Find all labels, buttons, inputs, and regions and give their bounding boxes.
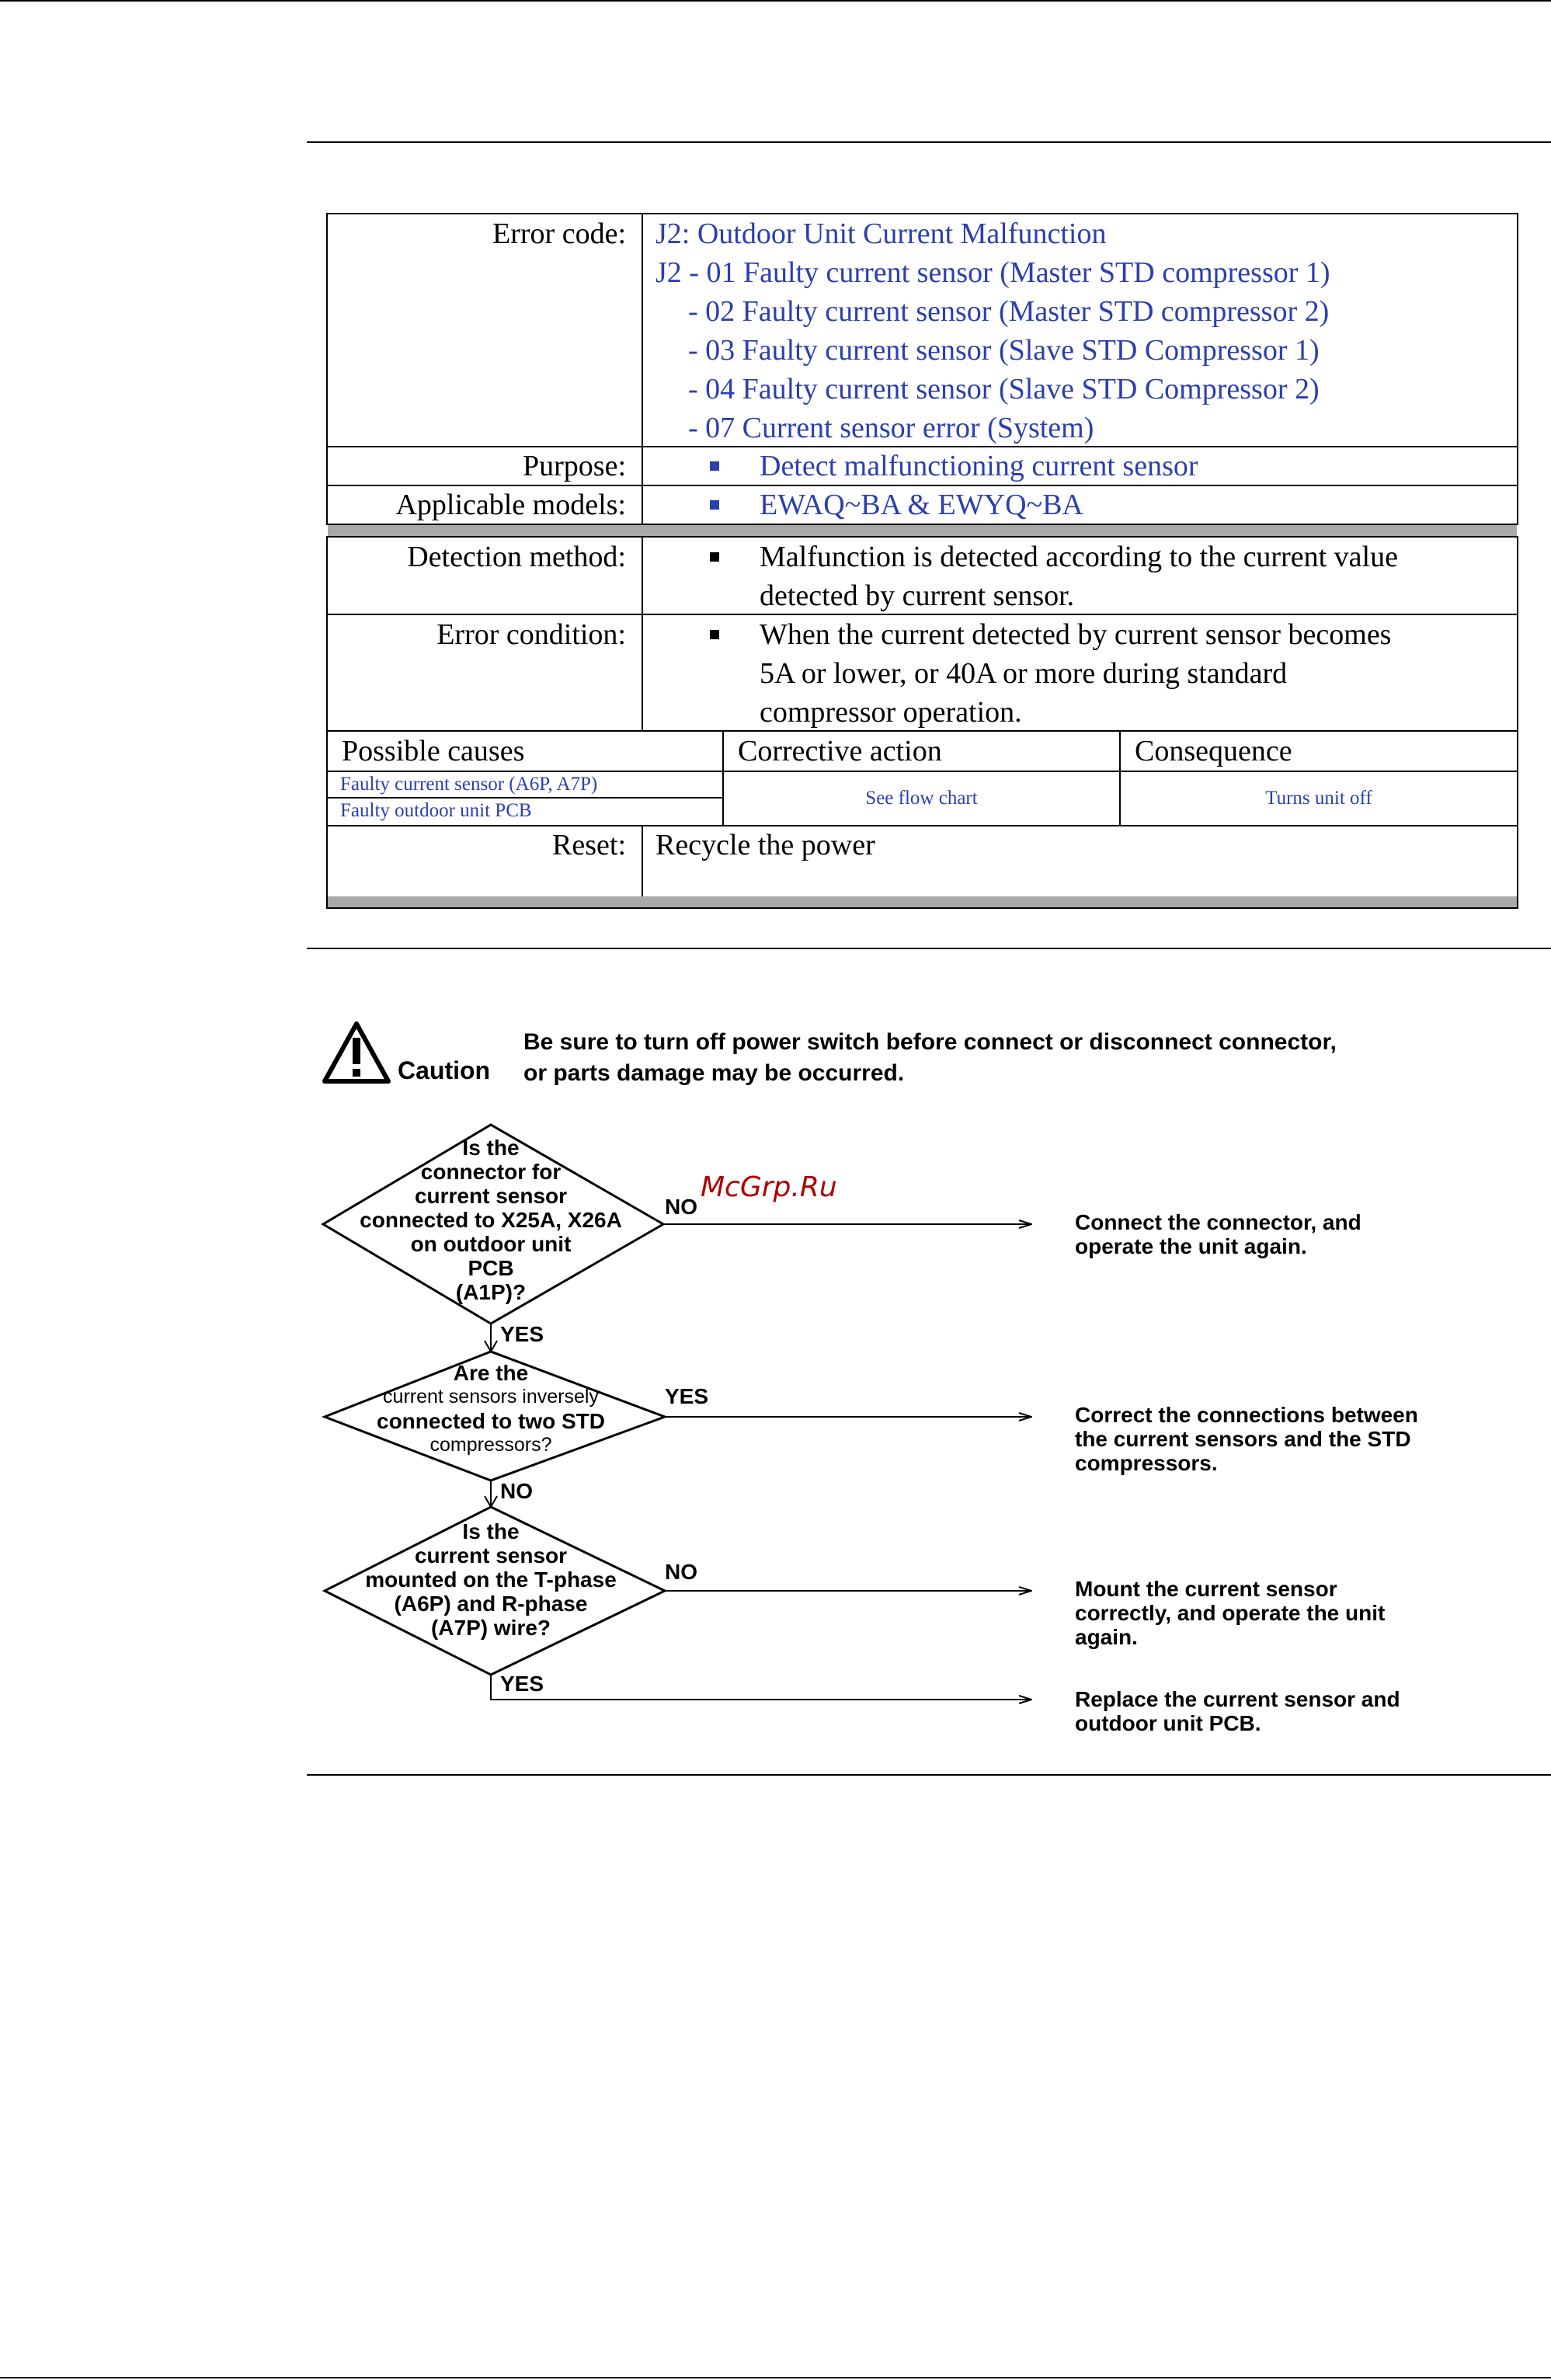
detection-divider — [642, 536, 643, 615]
condition-line: compressor operation. — [760, 696, 1022, 729]
error-code-line: - 03 Faulty current sensor (Slave STD Compressor 1) — [688, 334, 1320, 367]
question-3-line: current sensor — [414, 1543, 568, 1568]
question-3-line: mounted on the T-phase — [365, 1568, 617, 1592]
header-corrective-action: Corrective action — [738, 735, 942, 767]
models-divider — [642, 485, 643, 525]
action-2-line: Correct the connections between — [1075, 1403, 1418, 1427]
question-3-line: Is the — [462, 1519, 520, 1543]
condition-line: 5A or lower, or 40A or more during standard — [760, 657, 1288, 690]
grey-separator — [328, 525, 1517, 536]
action-2 — [1075, 1403, 1418, 1475]
question-3 — [336, 1519, 646, 1640]
action-3-line: Mount the current sensor — [1075, 1577, 1337, 1601]
cause-item: Faulty outdoor unit PCB — [340, 800, 532, 821]
error-code-line: - 07 Current sensor error (System) — [688, 412, 1094, 444]
purpose-value: Detect malfunctioning current sensor — [760, 450, 1198, 482]
troubleshooting-flowchart — [311, 1010, 1522, 1755]
detection-line: detected by current sensor. — [760, 579, 1075, 612]
q3-yes-label: YES — [500, 1672, 544, 1696]
question-1-line: on outdoor unit — [410, 1232, 572, 1256]
question-1-line: (A1P)? — [455, 1280, 527, 1304]
action-2-line: the current sensors and the STD — [1075, 1427, 1411, 1451]
reset-divider — [642, 825, 643, 898]
header-consequence: Consequence — [1135, 735, 1292, 767]
question-2-line: Are the — [453, 1361, 529, 1385]
action-1-line: Connect the connector, and — [1075, 1210, 1361, 1234]
purpose-label: Purpose: — [523, 450, 626, 482]
error-code-label: Error code: — [492, 217, 626, 250]
q3-no-label: NO — [665, 1560, 697, 1584]
action-3-line: again. — [1075, 1625, 1138, 1649]
detection-value-cell — [710, 538, 1398, 615]
q1-yes-label: YES — [500, 1322, 544, 1346]
error-code-line: - 02 Faulty current sensor (Master STD compressor 2) — [688, 295, 1330, 328]
action-4-line: Replace the current sensor and — [1075, 1687, 1400, 1711]
section-bottom-rule — [307, 1774, 1551, 1776]
question-1-line: Is the — [462, 1136, 520, 1160]
models-value: EWAQ~BA & EWYQ~BA — [760, 489, 1083, 521]
action-4-line: outdoor unit PCB. — [1075, 1711, 1261, 1735]
action-2-line: compressors. — [1075, 1451, 1218, 1475]
purpose-value-cell — [710, 447, 1198, 485]
square-bullet-icon — [710, 461, 719, 471]
question-1-line: PCB — [468, 1256, 514, 1280]
arrow-q3-yes — [491, 1675, 1031, 1700]
error-info-table — [326, 213, 1518, 909]
causes-inner-divider — [326, 797, 724, 799]
condition-value-cell — [710, 615, 1391, 732]
caution-line: Be sure to turn off power switch before connect or disconnect connector, — [523, 1029, 1337, 1055]
question-3-line: (A6P) and R-phase — [394, 1592, 588, 1616]
question-2-line: connected to two STD — [377, 1409, 605, 1433]
action-1-line: operate the unit again. — [1075, 1234, 1307, 1258]
question-1-line: connector for — [420, 1160, 562, 1184]
question-1-line: current sensor — [414, 1184, 568, 1208]
page-top-border — [0, 0, 1551, 2]
action-3 — [1075, 1577, 1385, 1649]
detection-label: Detection method: — [407, 541, 626, 573]
header-rule — [307, 141, 1551, 143]
square-bullet-icon — [710, 552, 719, 562]
consequence-value: Turns unit off — [1265, 788, 1372, 809]
q2-yes-label: YES — [665, 1384, 709, 1408]
action-3-line: correctly, and operate the unit — [1075, 1601, 1386, 1625]
error-code-divider — [642, 213, 643, 447]
condition-line: When the current detected by current sensor becomes — [760, 618, 1392, 651]
header-possible-causes: Possible causes — [342, 735, 525, 767]
error-code-line: - 04 Faulty current sensor (Slave STD Compressor 2) — [688, 373, 1320, 405]
action-4 — [1075, 1687, 1400, 1735]
section-rule — [307, 948, 1551, 949]
question-2-line: current sensors inversely — [383, 1386, 599, 1407]
square-bullet-icon — [710, 500, 719, 510]
error-code-values — [656, 214, 1510, 447]
caution-label: Caution — [398, 1056, 491, 1084]
condition-label: Error condition: — [436, 618, 626, 651]
cause-item: Faulty current sensor (A6P, A7P) — [340, 774, 598, 795]
error-code-line: J2: Outdoor Unit Current Malfunction — [656, 217, 1107, 250]
models-label: Applicable models: — [395, 489, 626, 521]
question-1 — [336, 1136, 646, 1304]
question-3-line: (A7P) wire? — [430, 1616, 551, 1640]
watermark: McGrp.Ru — [701, 1171, 837, 1203]
square-bullet-icon — [710, 630, 719, 639]
detection-line: Malfunction is detected according to the current value — [760, 541, 1398, 573]
question-2 — [336, 1361, 646, 1457]
condition-divider — [642, 614, 643, 732]
question-2-line: compressors? — [429, 1434, 552, 1456]
models-value-cell — [710, 485, 1083, 524]
purpose-divider — [642, 446, 643, 486]
q2-no-label: NO — [500, 1479, 533, 1503]
reset-label: Reset: — [552, 829, 626, 861]
reset-value: Recycle the power — [656, 829, 875, 861]
corrective-action-value: See flow chart — [865, 788, 978, 809]
caution-line: or parts damage may be occurred. — [523, 1060, 905, 1086]
page-bottom-border — [0, 2377, 1551, 2378]
question-1-line: connected to X25A, X26A — [360, 1208, 622, 1232]
q1-no-label: NO — [665, 1195, 697, 1219]
grey-footer-bar — [328, 896, 1517, 907]
action-1 — [1075, 1210, 1361, 1258]
error-code-line: J2 - 01 Faulty current sensor (Master STD compressor 1) — [656, 256, 1330, 289]
